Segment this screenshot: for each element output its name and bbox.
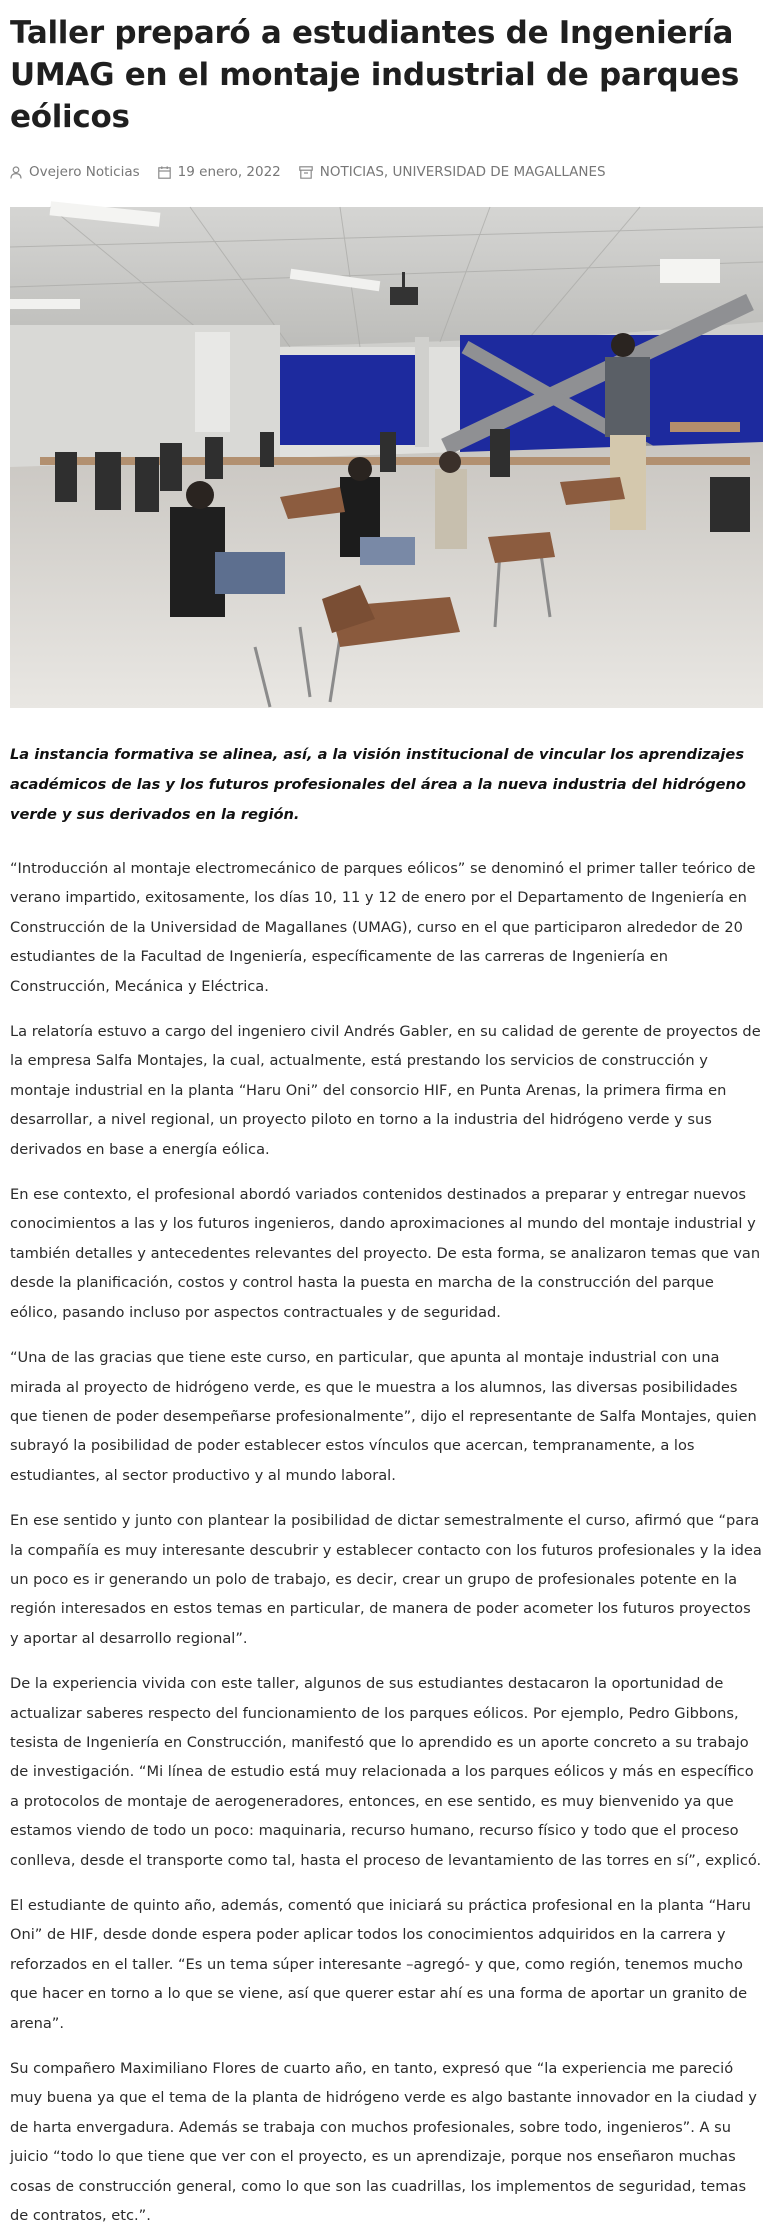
category-meta[interactable] <box>299 164 606 180</box>
category-links[interactable]: NOTICIAS, UNIVERSIDAD DE MAGALLANES <box>319 164 606 180</box>
article-body <box>10 854 763 2230</box>
article-meta <box>10 161 763 183</box>
article-title: Taller preparó a estudiantes de Ingeniería UMAG en el montaje industrial de parques eólicos <box>10 15 740 135</box>
date-meta <box>158 164 281 180</box>
body-paragraph: “Una de las gracias que tiene este curso, en particular, que apunta al montaje industrial con una mirada al proyecto de hidrógeno verde, es que le muestra a los alumnos, las diversas posibilidades que tienen de poder desempeñarse profesionalmente”, dijo el representante de Salfa Montajes, quien subrayó la posibilidad de poder establecer estos vínculos que acercan, tempranamente, a los estudiantes, al sector productivo y al mundo laboral. <box>10 1349 757 1484</box>
author-link[interactable]: Ovejero Noticias <box>29 164 140 180</box>
body-paragraph: El estudiante de quinto año, además, comentó que iniciará su práctica profesional en la planta “Haru Oni” de HIF, desde donde espera poder aplicar todos los conocimientos adquiridos en la carrera y reforzados en el taller. “Es un tema súper interesante –agregó- y que, como región, tenemos mucho que hacer en torno a lo que se viene, así que querer estar ahí es una forma de aportar un granito de arena”. <box>10 1897 751 2032</box>
user-icon <box>10 166 22 179</box>
body-paragraph: De la experiencia vivida con este taller, algunos de sus estudiantes destacaron la oportunidad de actualizar saberes respecto del funcionamiento de los parques eólicos. Por ejemplo, Pedro Gibbons, tesista de Ingeniería en Construcción, manifestó que lo aprendido es un aporte concreto a su trabajo de investigación. “Mi línea de estudio está muy relacionada a los parques eólicos y más en específico a protocolos de montaje de aerogeneradores, entonces, en ese sentido, es muy bienvenido ya que estamos viendo de todo un poco: maquinaria, recurso humano, recurso físico y todo que el proceso conlleva, desde el transporte como tal, hasta el proceso de levantamiento de las torres en sí”, explicó. <box>10 1675 762 1869</box>
post-date: 19 enero, 2022 <box>177 164 281 180</box>
body-paragraph: La relatoría estuvo a cargo del ingeniero civil Andrés Gabler, en su calidad de gerente de proyectos de la empresa Salfa Montajes, la cual, actualmente, está prestando los servicios de construcción y montaje industrial en la planta “Haru Oni” del consorcio HIF, en Punta Arenas, la primera firma en desarrollar, a nivel regional, un proyecto piloto en torno a la industria del hidrógeno verde y sus derivados en base a energía eólica. <box>10 1023 761 1158</box>
body-paragraph: “Introducción al montaje electromecánico de parques eólicos” se denominó el primer taller teórico de verano impartido, exitosamente, los días 10, 11 y 12 de enero por el Departamento de Ingeniería en Construcción de la Universidad de Magallanes (UMAG), curso en el que participaron alrededor de 20 estudiantes de la Facultad de Ingeniería, específicamente de las carreras de Ingeniería en Construcción, Mecánica y Eléctrica. <box>10 860 756 995</box>
archive-icon <box>299 166 313 179</box>
body-paragraph: Su compañero Maximiliano Flores de cuarto año, en tanto, expresó que “la experiencia me pareció muy buena ya que el tema de la planta de hidrógeno verde es algo bastante innovador en la ciudad y de harta envergadura. Además se trabaja con muchos profesionales, sobre todo, ingenieros”. A su juicio “todo lo que tiene que ver con el proyecto, es un aprendizaje, porque nos enseñaron muchas cosas de construcción general, como lo que son las cuadrillas, los implementos de seguridad, temas de contratos, etc.”. <box>10 2060 757 2225</box>
classroom-photo <box>10 207 763 708</box>
body-paragraph: En ese contexto, el profesional abordó variados contenidos destinados a preparar y entregar nuevos conocimientos a las y los futuros ingenieros, dando aproximaciones al mundo del montaje industrial y también detalles y antecedentes relevantes del proyecto. De esta forma, se analizaron temas que van desde la planificación, costos y control hasta la puesta en marcha de la construcción del parque eólico, pasando incluso por aspectos contractuales y de seguridad. <box>10 1186 761 1321</box>
body-paragraph: En ese sentido y junto con plantear la posibilidad de dictar semestralmente el curso, afirmó que “para la compañía es muy interesante descubrir y establecer contacto con los futuros profesionales y la idea un poco es ir generando un polo de trabajo, es decir, crear un grupo de profesionales potente en la región interesados en estos temas en particular, de manera de poder acometer los futuros proyectos y aportar al desarrollo regional”. <box>10 1512 762 1647</box>
author-meta[interactable] <box>10 164 140 180</box>
calendar-icon <box>158 166 171 179</box>
article-lead: La instancia formativa se alinea, así, a la visión institucional de vincular los aprendizajes académicos de las y los futuros profesionales del área a la nueva industria del hidrógeno verde y sus derivados en la región. <box>10 746 746 823</box>
